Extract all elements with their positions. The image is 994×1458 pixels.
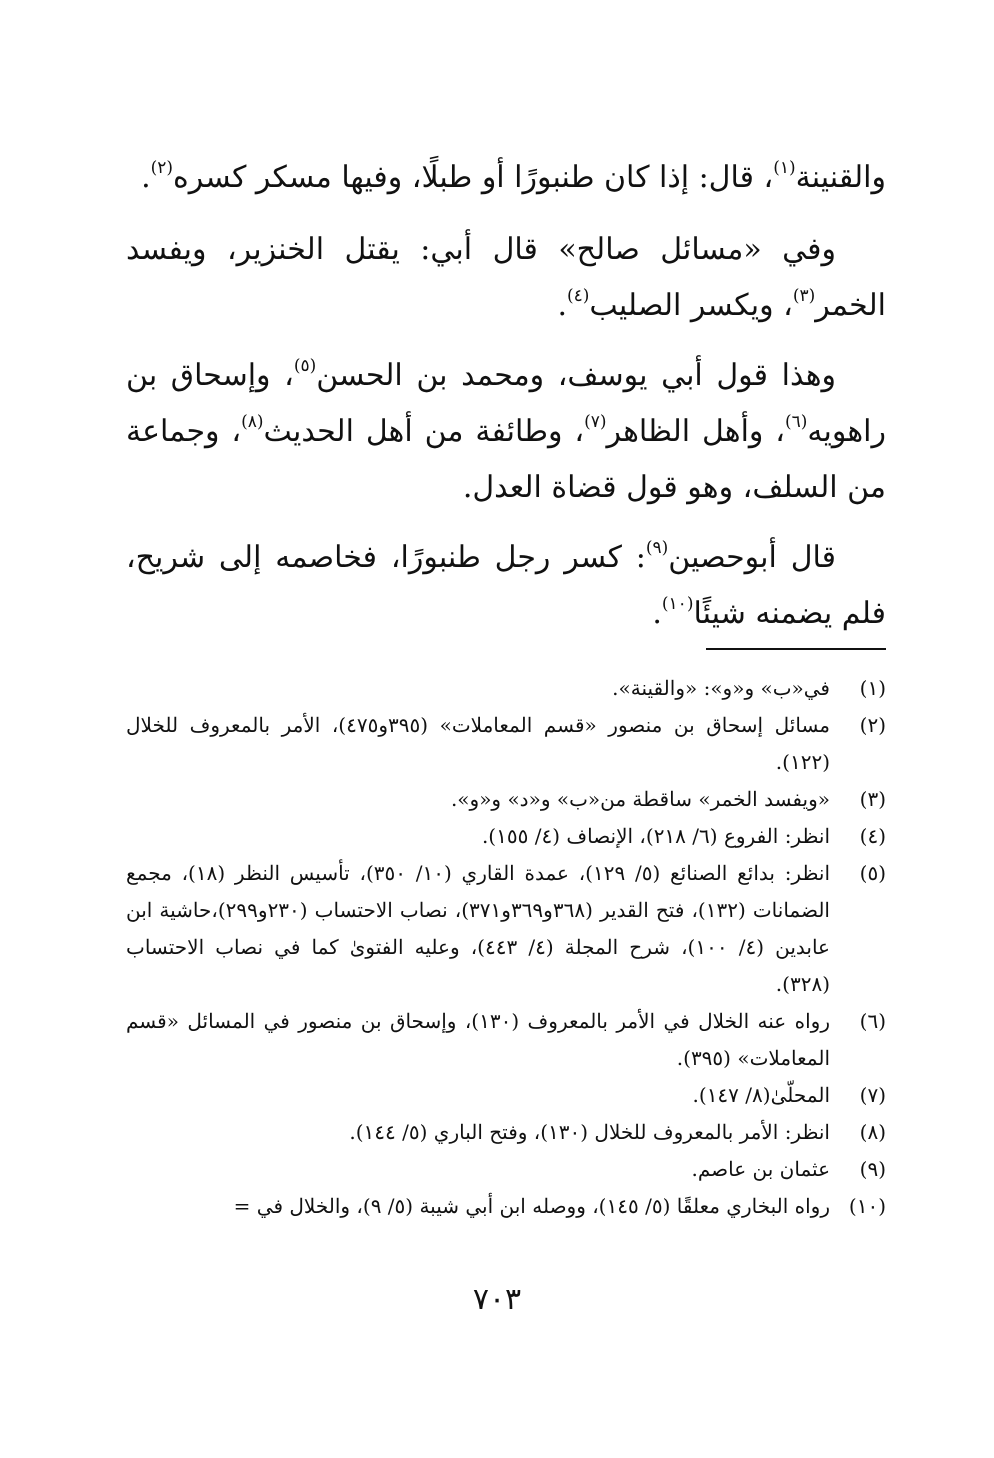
footnote-item [126, 818, 886, 855]
text-run: . [652, 596, 662, 631]
footnote-item [126, 781, 886, 818]
footnote-text: رواه عنه الخلال في الأمر بالمعروف (١٣٠)، وإسحاق بن منصور في المسائل «قسم المعاملات» (٣٩٥). [126, 1009, 830, 1070]
text-run: وهذا قول أبي يوسف، ومحمد بن الحسن [316, 358, 837, 393]
page-number: ٧٠٣ [472, 1282, 522, 1317]
footnote-item [126, 1188, 886, 1225]
text-run: وفي «مسائل صالح» قال أبي: يقتل الخنزير، ويفسد الخمر [126, 232, 886, 323]
paragraph-4 [126, 530, 886, 642]
footnote-text: «ويفسد الخمر» ساقطة من«ب» و«د» و«و». [450, 787, 830, 811]
footnote-ref-3[interactable]: (٣) [792, 286, 816, 306]
text-run: قال أبوحصين [668, 540, 836, 575]
footnote-text: في«ب» و«و»: «والقينة». [612, 676, 830, 700]
text-run: والقنينة [795, 160, 886, 195]
footnote-ref-5[interactable]: (٥) [293, 356, 317, 376]
footnote-text: مسائل إسحاق بن منصور «قسم المعاملات» (٣٩٥و٤٧٥)، الأمر بالمعروف للخلال (١٢٢). [126, 713, 830, 774]
footnote-text: انظر: الأمر بالمعروف للخلال (١٣٠)، وفتح الباري (٥/ ١٤٤). [349, 1120, 830, 1144]
footnote-ref-9[interactable]: (٩) [645, 538, 669, 558]
footnote-divider [706, 648, 886, 650]
text-run: : كسر رجل طنبورًا، فخاصمه إلى شريح، فلم يضمنه شيئًا [126, 540, 886, 631]
footnote-number: (٣) [859, 787, 886, 811]
footnote-text: عثمان بن عاصم. [691, 1157, 830, 1181]
footnote-ref-4[interactable]: (٤) [566, 286, 590, 306]
text-run: ، وجماعة من السلف، وهو قول قضاة العدل. [126, 414, 886, 505]
footnote-item [126, 1003, 886, 1077]
footnote-number: (١٠) [848, 1194, 886, 1218]
footnote-text: رواه البخاري معلقًا (٥/ ١٤٥)، ووصله ابن أبي شيبة (٥/ ٩)، والخلال في = [233, 1194, 830, 1218]
footnote-number: (٧) [859, 1083, 886, 1107]
text-run: . [141, 160, 151, 195]
text-run: ، وإسحاق بن راهويه [126, 358, 886, 449]
footnote-number: (٨) [859, 1120, 886, 1144]
footnote-item [126, 670, 886, 707]
footnote-ref-10[interactable]: (١٠) [661, 594, 694, 614]
footnote-item [126, 855, 886, 1003]
footnote-ref-2[interactable]: (٢) [150, 158, 174, 178]
footnote-ref-6[interactable]: (٦) [784, 412, 808, 432]
footnotes-list [126, 670, 886, 1225]
footnote-ref-1[interactable]: (١) [773, 158, 796, 178]
footnote-number: (٢) [859, 713, 886, 737]
footnote-item [126, 707, 886, 781]
footnote-number: (٦) [859, 1009, 886, 1033]
footnote-number: (١) [859, 676, 886, 700]
footnote-ref-8[interactable]: (٨) [241, 412, 264, 432]
footnote-item [126, 1151, 886, 1188]
main-text [126, 150, 886, 656]
footnote-number: (٩) [859, 1157, 886, 1181]
text-run: ، وأهل الظاهر [606, 414, 785, 449]
text-run: . [557, 288, 567, 323]
paragraph-2 [126, 222, 886, 334]
footnote-number: (٥) [859, 861, 886, 885]
footnote-item [126, 1077, 886, 1114]
paragraph-3 [126, 348, 886, 516]
text-run: ، وطائفة من أهل الحديث [263, 414, 585, 449]
footnote-text: انظر: بدائع الصنائع (٥/ ١٢٩)، عمدة القاري (١٠/ ٣٥٠)، تأسيس النظر (١٨)، مجمع الضمانات (١٣٢)، فتح القدير (٣٦٨و٣٦٩و٣٧١)، نصاب الاحتساب (٢٣٠و٢٩٩)،حاشية ابن عابدين (٤/ ١٠٠)، شرح المجلة (٤/ ٤٤٣)، وعليه الفتوىٰ كما في نصاب الاحتساب (٣٢٨). [126, 861, 830, 996]
text-run: ، ويكسر الصليب [589, 288, 793, 323]
paragraph-1 [126, 150, 886, 206]
footnote-ref-7[interactable]: (٧) [584, 412, 607, 432]
footnote-item [126, 1114, 886, 1151]
footnote-number: (٤) [859, 824, 886, 848]
text-run: ، قال: إذا كان طنبورًا أو طبلًا، وفيها مسكر كسره [173, 160, 774, 195]
footnote-text: انظر: الفروع (٦/ ٢١٨)، الإنصاف (٤/ ١٥٥). [481, 824, 830, 848]
footnote-text: المحلّىٰ(٨/ ١٤٧). [692, 1083, 830, 1107]
